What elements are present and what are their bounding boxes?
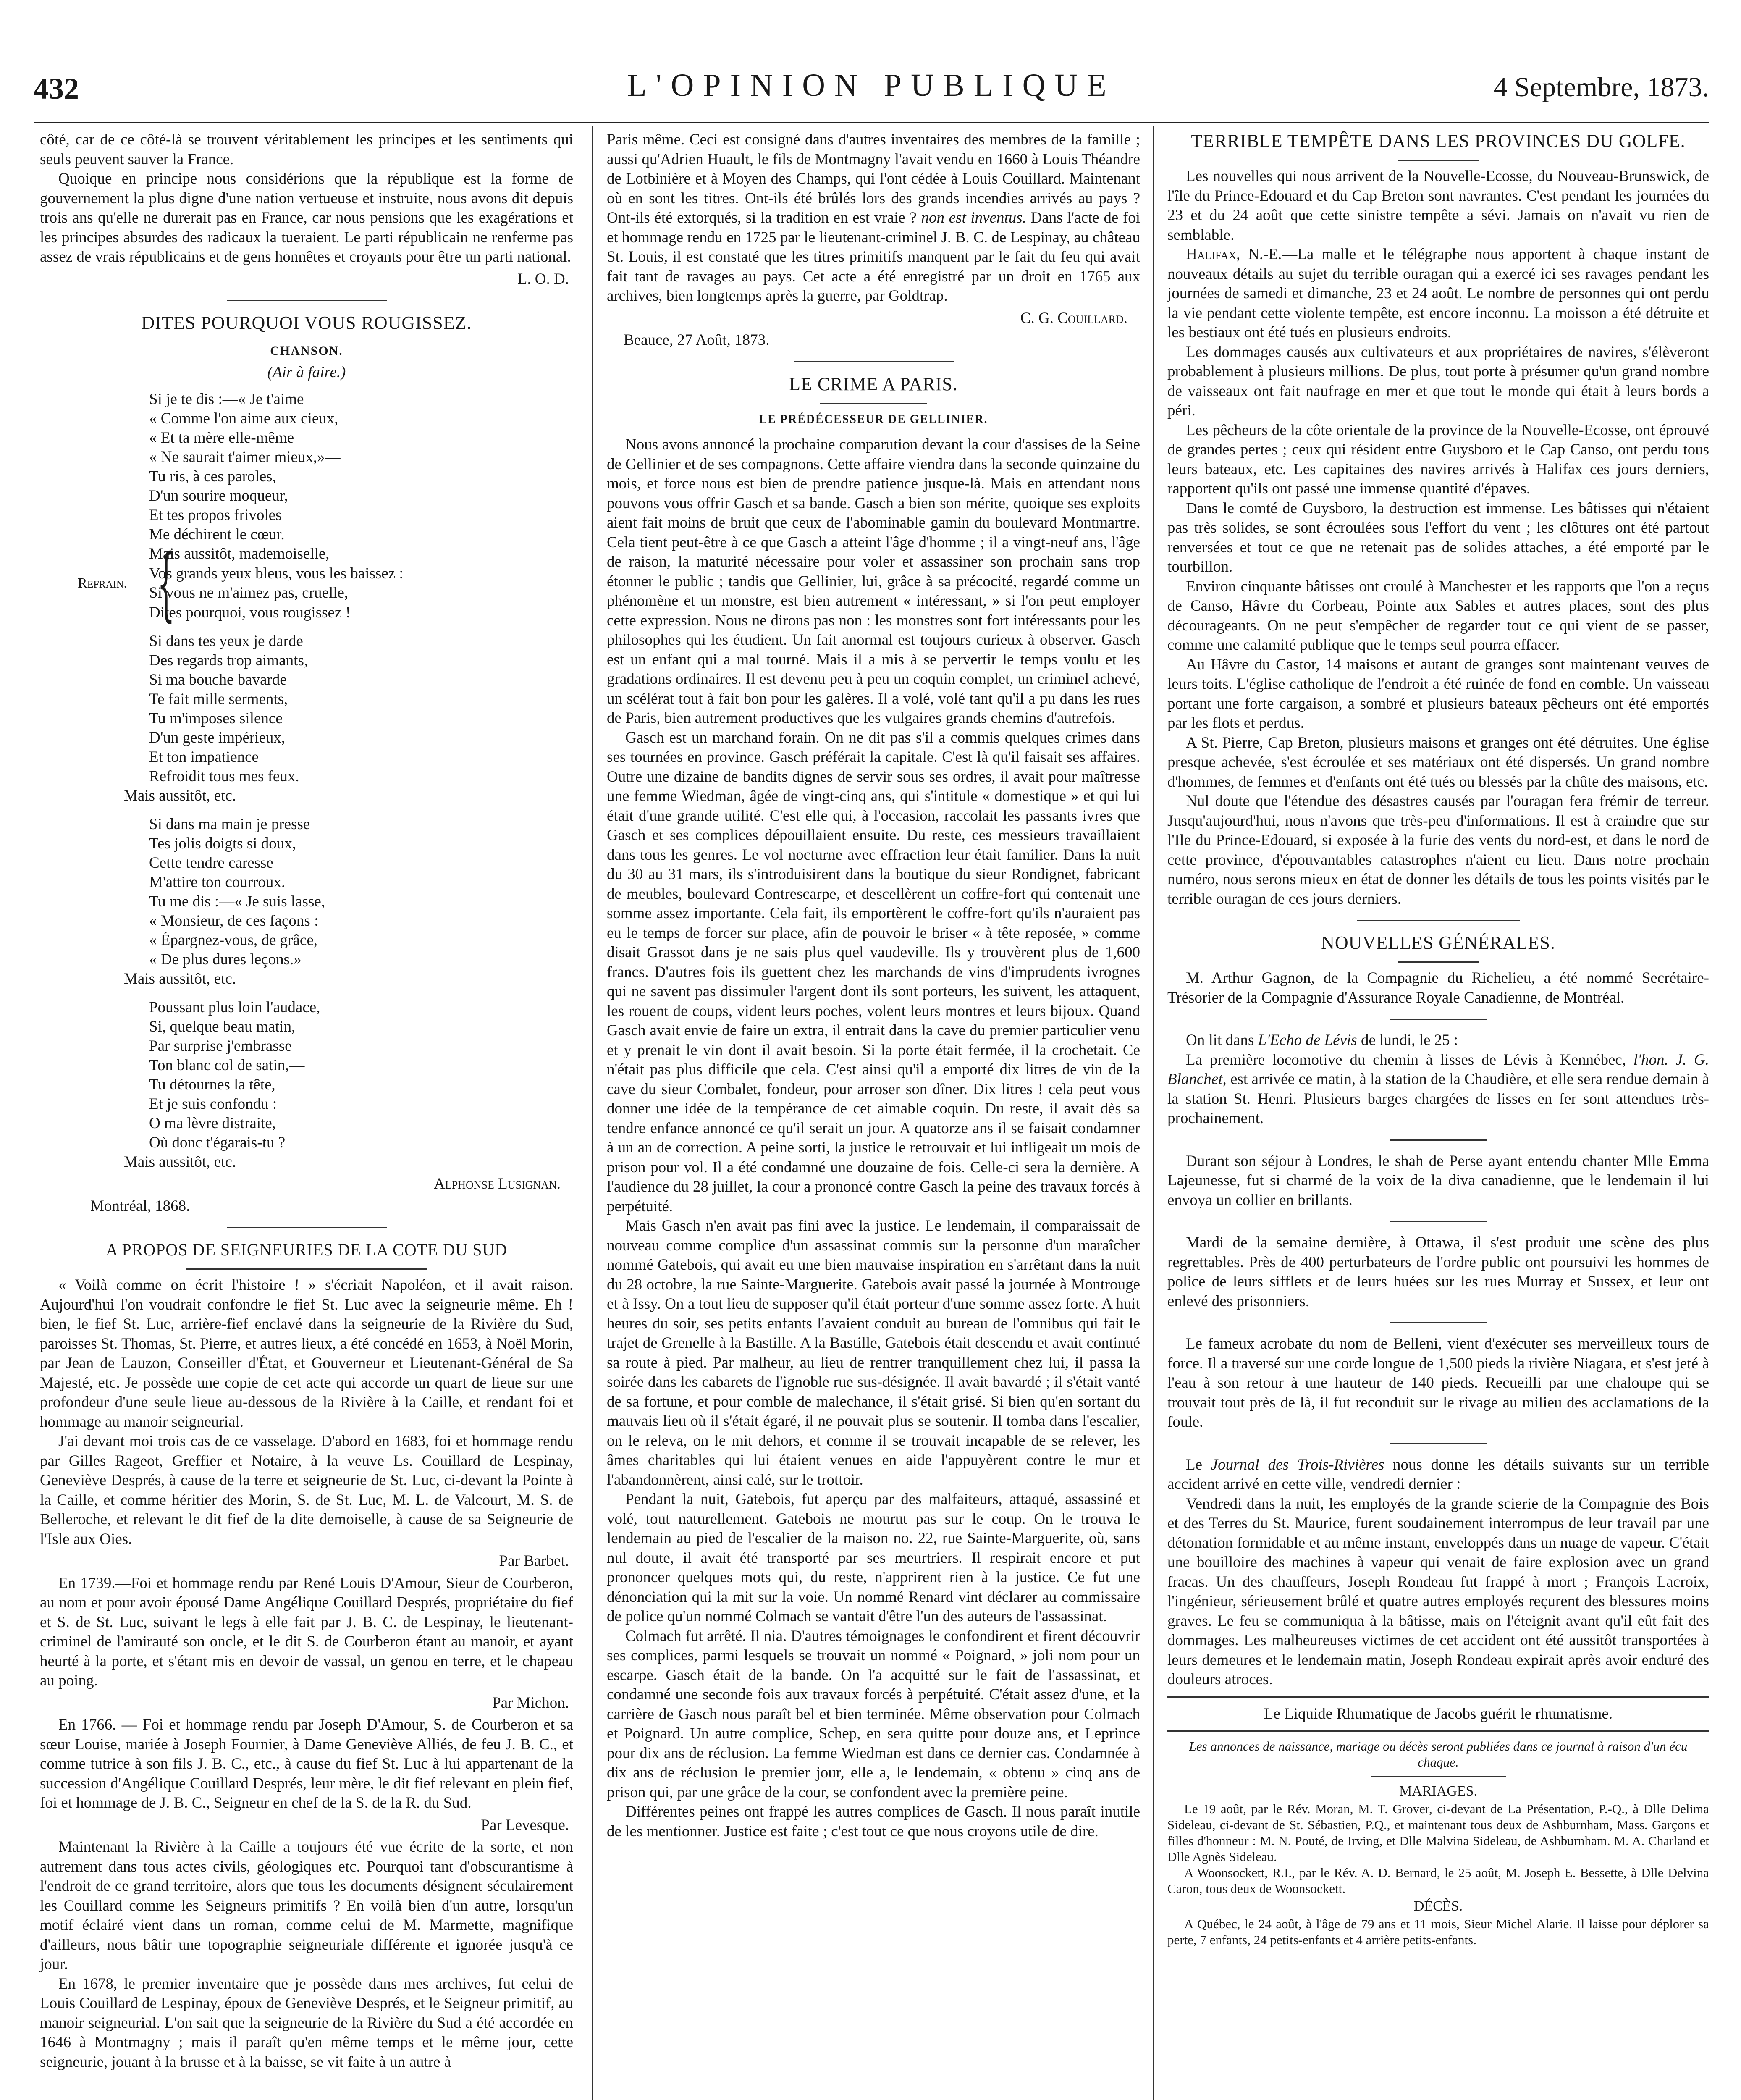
intro-signature: L. O. D. xyxy=(517,270,569,288)
song-title: DITES POURQUOI VOUS ROUGISSEZ. xyxy=(141,312,472,333)
column-3 xyxy=(1167,130,1709,1948)
song-air: (Air à faire.) xyxy=(267,363,346,381)
song-stanza-1 xyxy=(149,390,573,544)
text-run: La première locomotive du chemin à lisses de Lévis à Kennébec, xyxy=(1186,1051,1626,1068)
text-run: Dans l'acte de foi et hommage rendu en 1725 par le lieutenant-criminel J. B. C. de Lespinay, au château St. Louis, il est constaté que les titres primitifs manquent par le fait du feu qui avait fait tant de ravages au pays. Cet acte a été enregistré par un droit en 1765 aux archives, bien longtemps après la guerre, par Goldtrap. xyxy=(607,209,1141,304)
advertisement: Le Liquide Rhumatique de Jacobs guérit le rhumatisme. xyxy=(1264,1705,1613,1722)
verse-line: Et tes propos frivoles xyxy=(149,507,282,524)
verse-line: Tu m'imposes silence xyxy=(149,710,283,727)
song-label: CHANSON. xyxy=(270,344,343,358)
text-run: est arrivée ce matin, à la station de la Chaudière, et elle sera rendue demain à la station St. Henri. Plusieurs barges chargées de lisses en fer sont attendues très-prochainement. xyxy=(1167,1071,1709,1127)
crime-paragraph: Colmach fut arrêté. Il nia. D'autres témoignages le confondirent et firent découvrir ses complices, parmi lesquels se trouvait un nommé « Poignard, » joli nom pour un escarpe. Gasch était de la bande. On l'a acquitté sur le fait de l'assassinat, et condamné une seconde fois aux travaux forcés à perpétuité. C'était assez d'une, et la carrière de Gasch nous paraît bel et bien terminée. Même observation pour Colmach et Poignard. Un autre complice, Schep, en sera quitte pour douze ans, et Leprince pour dix ans de réclusion. La femme Wiedman est dans ce dernier cas. Condamnée à dix ans de réclusion le premier jour, elle a, le lendemain, « obtenu » cinq ans de prison qui, par une grâce de la cour, se confondent avec la première peine. xyxy=(607,1627,1140,1801)
separator xyxy=(1390,1322,1487,1323)
notices-section xyxy=(1167,1738,1709,1948)
verse-line: D'un sourire moqueur, xyxy=(149,487,288,504)
verse-line: Si dans tes yeux je darde xyxy=(149,633,303,650)
column-divider-2 xyxy=(1153,126,1154,2100)
news-paragraph: M. Arthur Gagnon, de la Compagnie du Richelieu, a été nommé Secrétaire-Trésorier de la Compagnie d'Assurance Royale Canadienne, de Montréal. xyxy=(1167,969,1709,1006)
seigneuries-attribution: Par Barbet. xyxy=(499,1552,569,1570)
verse-line: Tu détournes la tête, xyxy=(149,1076,275,1093)
masthead-title: L'OPINION PUBLIQUE xyxy=(627,68,1116,103)
seigneuries-title: A PROPOS DE SEIGNEURIES DE LA COTE DU SUD xyxy=(105,1240,508,1259)
verse-line: Te fait mille serments, xyxy=(149,690,288,708)
seigneuries-paragraph: Maintenant la Rivière à la Caille a toujours été vue écrite de la sorte, et non autrement dans tous actes civils, géologiques etc. Pourquoi tant d'obscurantisme à l'endroit de ce grand territoire, alors que tous les documents désignent séculairement les Couillard comme les Seigneurs primitifs ? En voilà bien d'un autre, lorsqu'un motif éclairé vient dans un roman, comme celui de M. Marmette, magnifique d'ailleurs, nous bâtir une topographie seigneuriale différente et ignorée jusqu'à ce jour. xyxy=(40,1838,573,1973)
crime-paragraph: Pendant la nuit, Gatebois, fut aperçu par des malfaiteurs, attaqué, assassiné et volé, tout naturellement. Gatebois ne mourut pas sur le coup. On le trouva le lendemain au pied de l'escalier de la maison no. 22, rue Sainte-Marguerite, où, sans nul doute, il avait été transporté par ses meurtriers. Il respirait encore et put prononcer quelques mots qui, du reste, n'apprirent rien à la justice. Ce fut une dénonciation qui la mit sur la voie. Un nommé Renard vint déclarer au commissaire de police qu'un nommé Colmach se vantait d'être l'un des auteurs de l'assassinat. xyxy=(607,1491,1140,1625)
separator xyxy=(820,403,927,404)
crime-paragraph: Différentes peines ont frappé les autres complices de Gasch. Il nous paraît inutile de les mentionner. Justice est faite ; c'est tout ce que nous croyons utile de dire. xyxy=(607,1803,1140,1840)
news-paragraph xyxy=(1167,1050,1709,1129)
separator xyxy=(1390,1443,1487,1444)
dateline: Halifax, N.-E. xyxy=(1186,246,1282,263)
verse-line: M'attire ton courroux. xyxy=(149,874,286,891)
song-refrain xyxy=(78,537,573,630)
notice-rates: Les annonces de naissance, mariage ou décès seront publiées dans ce journal à raison d'un écu chaque. xyxy=(1189,1739,1688,1769)
latin-phrase: non est inventus. xyxy=(921,209,1026,226)
marriage-notice: Le 19 août, par le Rév. Moran, M. T. Grover, ci-devant de La Présentation, P.-Q., à Dlle Delima Sideleau, ci-devant de St. Sébastien, P.Q., et maintenant tous deux de Ashburnham, Mass. Garçons et filles d'honneur : M. N. Pouté, de Irving, et Dlle Malvina Sideleau, de Ashburnham. M. A. Charland et Dlle Agnès Sideleau. xyxy=(1167,1801,1709,1864)
journal-name: Journal des Trois-Rivières xyxy=(1211,1456,1384,1473)
column-1 xyxy=(40,130,573,2072)
verse-line: Cette tendre caresse xyxy=(149,854,273,872)
crime-paragraph: Gasch est un marchand forain. On ne dit pas s'il a commis quelques crimes dans ses tournées en province. Gasch préférait la capitale. C'est là qu'il faisait ses affaires. Outre une dizaine de bandits dignes de servir sous ses ordres, il avait pour maîtresse une femme Wiedman, âgée de vingt-cinq ans, qui s'intitule « domestique » et qui lui était d'une grande utilité. C'est elle qui, à l'occasion, raccolait les passants ivres que Gasch et ses complices dépouillaient ensuite. Du reste, ces messieurs travaillaient dans tous les genres. Le vol nocturne avec effraction leur était familier. Dans la nuit du 30 au 31 mars, ils s'introduisirent dans la boutique du sieur Rondignet, fabricant de meubles, boulevard Contrescarpe, et descellèrent un coffre-fort qui contenait une somme assez importante. Cela fait, ils emportèrent le coffre-fort qu'ils n'auraient pas eu le temps de forcer sur place, afin de pouvoir le briser « à tête reposée, » comme disait Grassot dans je ne sais plus quel vaudeville. Ils y trouvèrent plus de 1,600 francs. D'autres fois ils guettent chez les marchands de vins d'imprudents ivrognes qui ne savent pas dissimuler l'argent dont ils sont porteurs, les suivent, les attaquent, les rouent de coups, vident leurs poches, volent leurs montres et leurs bijoux. Quand Gasch avait envie de faire un extra, il entrait dans la cave du premier particulier venu et y prenait le vin dont il avait besoin. Si la porte était fermée, il la crochetait. Ce n'était pas plus difficile que cela. C'est ainsi qu'il a emporté dix litres de vin de la cave du sieur Combalet, fondeur, pour arroser son dîner. Dix litres ! cela peut vous donner une idée de la tempérance de cet aimable coquin. Du reste, il avait dès sa tendre enfance annoncé ce qu'il serait un jour. A quatorze ans il se faisait condamner à un an de correction. A peine sorti, la justice le retrouvait et lui infligeait un mois de prison pour vol. Il a été condamné une douzaine de fois. Celle-ci sera la dernière. A l'audience du 28 juillet, la cour a prononcé contre Gasch la peine des travaux forcés à perpétuité. xyxy=(607,729,1140,1215)
storm-paragraph xyxy=(1167,245,1709,343)
verse-line: « Comme l'on aime aux cieux, xyxy=(149,410,338,427)
storm-paragraph: Les pêcheurs de la côte orientale de la province de la Nouvelle-Ecosse, ont éprouvé de grandes pertes ; ceux qui résident entre Guysboro et le Cap Canso, ont perdu tous leurs bateaux, etc. Les capitaines des navires arrivés à Halifax ces jours derniers, rapportent qu'ils ont passé une immense quantité d'épaves. xyxy=(1167,421,1709,497)
separator xyxy=(1357,920,1520,921)
page-number: 432 xyxy=(34,72,79,105)
verse-line: Ton blanc col de satin,— xyxy=(149,1057,305,1074)
verse-line: Vos grands yeux bleus, vous les baissez : xyxy=(149,564,404,582)
marriage-notice: A Woonsockett, R.I., par le Rév. A. D. Bernard, le 25 août, M. Joseph E. Bessette, à Dlle Delvina Caron, tous deux de Woonsockett. xyxy=(1167,1865,1709,1896)
crime-paragraph: Mais Gasch n'en avait pas fini avec la justice. Le lendemain, il comparaissait de nouveau comme complice d'un assassinat commis sur la personne d'un maraîcher nommé Gatebois, qui avait eu une bien mauvaise inspiration en s'arrêtant dans la nuit du 28 octobre, la rue Sainte-Marguerite. Gatebois avait passé la journée à Montrouge et à Issy. On a tout lieu de supposer qu'il était porteur d'une somme assez forte. A huit heures du soir, ses petits enfants l'avaient conduit au bureau de l'omnibus qui fait le trajet de Grenelle à la Bastille. A la Bastille, Gatebois était descendu et avait continué sa route à pied. Par malheur, au lieu de rentrer tranquillement chez lui, il passa la soirée dans les cabarets de l'ignoble rue sus-désignée. Il avait bavardé ; il s'était vanté de sa fortune, et pour comble de malechance, il s'était grisé. Si bien qu'en sortant du mauvais lieu où il s'était égaré, il ne pouvait plus se soutenir. Il tomba dans l'escalier, on le releva, on le mit dehors, et comme il se trouvait incapable de se relever, les âmes charitables qui lui étaient venues en aide l'appuyèrent contre le mur et l'abandonnèrent, ainsi calé, sur le trottoir. xyxy=(607,1217,1140,1488)
crime-title: LE CRIME A PARIS. xyxy=(789,373,958,394)
verse-line: D'un geste impérieux, xyxy=(149,729,286,746)
separator xyxy=(1390,1139,1487,1141)
separator xyxy=(1398,961,1479,963)
verse-line: Des regards trop aimants, xyxy=(149,652,308,669)
verse-line: Tu me dis :—« Je suis lasse, xyxy=(149,893,325,910)
intro-paragraph: Quoique en principe nous considérions que la république est la forme de gouvernement la plus digne d'une nation vertueuse et instruite, nous avons dit depuis trois ans qu'elle ne durerait pas en France, car nous pensions que les exagérations et les principes absurdes des radicaux la tueraient. Le parti républicain ne renferme pas assez de vrais républicains et de gens honnêtes et croyants pour être un parti national. xyxy=(40,170,573,265)
deaths-heading: DÉCÈS. xyxy=(1413,1898,1463,1914)
seigneuries-signature: C. G. Couillard. xyxy=(1020,309,1127,327)
song-place: Montréal, 1868. xyxy=(90,1197,190,1215)
verse-line: Si vous ne m'aimez pas, cruelle, xyxy=(149,584,349,601)
text-run: Paris même. Ceci est consigné dans d'autres inventaires des membres de la famille ; aussi qu'Adrien Huault, le fils de Montmagny l'avait vendu en 1660 à Louis Théandre de Lotbinière et à Moyen des Champs, qui l'ont cédée à Louis Couillard. Maintenant où en sont les titres. Ont-ils été brûlés lors des grands incendies arrivés au pays ? Ont-ils été extorqués, si la tradition en est vraie ? xyxy=(607,131,1140,226)
verse-line: Me déchirent le cœur. xyxy=(149,526,285,543)
separator xyxy=(186,1268,427,1270)
verse-line: Si dans ma main je presse xyxy=(149,816,310,833)
storm-paragraph: Dans le comté de Guysboro, la destruction est immense. Les bâtisses qui n'étaient pas très solides, se sont écroulées sous l'effort du vent ; les clôtures ont été partout renversées et tout ce que ne retenait pas de solides attaches, a été emporté par le tourbillon. xyxy=(1167,499,1709,575)
song-signature: Alphonse Lusignan. xyxy=(434,1175,561,1192)
page-header xyxy=(34,63,1709,113)
separator xyxy=(1390,1221,1487,1222)
refrain-repeat: Mais aussitôt, etc. xyxy=(124,970,236,987)
seigneuries-paragraph: En 1678, le premier inventaire que je possède dans mes archives, fut celui de Louis Couillard de Lespinay, époux de Geneviève Després, et le Seigneur primitif, au manoir seigneurial. L'on sait que la seigneurie de la Rivière du Sud a été accordée en 1646 à Montmagny ; mais il paraît qu'en même temps et le même jour, cette seigneurie, jouant à la brusse et à la baisse, se vit faite à un autre à xyxy=(40,1975,573,2071)
separator xyxy=(1167,1730,1709,1732)
song-stanza-4 xyxy=(124,998,573,1172)
seigneuries-paragraph xyxy=(607,130,1140,306)
verse-line: Mais aussitôt, mademoiselle, xyxy=(149,545,330,562)
intro-paragraph: côté, car de ce côté-là se trouvent véritablement les principes et les sentiments qui seuls peuvent sauver la France. xyxy=(40,131,573,168)
separator xyxy=(794,361,954,362)
news-paragraph: Le fameux acrobate du nom de Belleni, vient d'exécuter ses merveilleux tours de force. Il a traversé sur une corde longue de 1,500 pieds la rivière Niagara, et s'est jeté à l'eau à son retour à une hauteur de 140 pieds. Recueilli par une chaloupe qui se trouvait tout près de là, il fut reconduit sur le rivage au milieu des acclamations de la foule. xyxy=(1167,1335,1709,1431)
news-paragraph xyxy=(1167,1455,1709,1494)
refrain-brace: { xyxy=(157,537,175,630)
storm-paragraph: Les nouvelles qui nous arrivent de la Nouvelle-Ecosse, du Nouveau-Brunswick, de l'île du Prince-Edouard et du Cap Breton sont navrantes. C'est pendant les journées du 23 et du 24 août que cette sinistre tempête a sévi. Jamais on n'avait vu rien de semblable. xyxy=(1167,168,1709,244)
song-stanza-2 xyxy=(124,632,573,806)
column-divider-1 xyxy=(592,126,593,2100)
separator xyxy=(1398,160,1479,161)
verse-line: Par surprise j'embrasse xyxy=(149,1037,292,1055)
separator xyxy=(1390,1018,1487,1020)
verse-line: Dites pourquoi, vous rougissez ! xyxy=(149,604,351,621)
storm-paragraph: Nul doute que l'étendue des désastres causés par l'ouragan fera frémir de terreur. Jusqu'aujourd'hui, nous n'avons que très-peu d'informations. Il est à craindre que sur l'Ile du Prince-Edouard, si exposée à la furie des vents du nord-est, et dans le nord de cette province, d'épouvantables catastrophes n'aient eu lieu. Dans notre prochain numéro, nous serons mieux en état de donner les détails de tous les points visités par le terrible ouragan de ces jours derniers. xyxy=(1167,793,1709,908)
news-paragraph: Vendredi dans la nuit, les employés de la grande scierie de la Compagnie des Bois et des Terres du St. Maurice, furent soudainement interrompus de leur travail par une détonation formidable et au même instant, enveloppés dans un nuage de vapeur. C'était une bouilloire des machines à vapeur qui venait de faire explosion avec un grand fracas. Un des chauffeurs, Joseph Rondeau fut frappé à mort ; François Lacroix, l'ingénieur, sérieusement brûlé et quatre autres employés reçurent des blessures moins graves. Le feu se communiqua à la bâtisse, mais on l'éteignit avant qu'il eût fait des dommages. Les malheureuses victimes de cet accident ont été aussitôt transportées à leurs demeures et le lendemain matin, Joseph Rondeau expirait après avoir enduré des douleurs atroces. xyxy=(1167,1495,1709,1688)
seigneuries-paragraph: En 1739.—Foi et hommage rendu par René Louis D'Amour, Sieur de Courberon, au nom et pour avoir épousé Dame Angélique Couillard Després, propriétaire du fief et S. de St. Luc, suivant le legs à elle fait par J. B. C. de Lespinay, le lieutenant-criminel de l'amirauté son oncle, et le dit S. de Courberon étant au manoir, et ayant heurté à la porte, et s'étant mis en devoir de vassal, un genou en terre, et le chapeau au poing. xyxy=(40,1574,573,1689)
song-stanza-3 xyxy=(124,815,573,989)
storm-title: TERRIBLE TEMPÊTE DANS LES PROVINCES DU GOLFE. xyxy=(1191,131,1686,151)
verse-line: Tes jolis doigts si doux, xyxy=(149,835,296,852)
separator xyxy=(1371,1776,1506,1777)
text-run: Le xyxy=(1186,1456,1203,1473)
verse-line: « Épargnez-vous, de grâce, xyxy=(149,932,318,949)
refrain-repeat: Mais aussitôt, etc. xyxy=(124,1153,236,1171)
seigneuries-place: Beauce, 27 Août, 1873. xyxy=(624,331,770,349)
verse-line: « Ne saurait t'aimer mieux,»— xyxy=(149,449,341,466)
news-title: NOUVELLES GÉNÉRALES. xyxy=(1321,932,1555,953)
verse-line: Si, quelque beau matin, xyxy=(149,1018,296,1035)
verse-line: O ma lèvre distraite, xyxy=(149,1115,276,1132)
news-paragraph: Durant son séjour à Londres, le shah de Perse ayant entendu chanter Mlle Emma Lajeunesse, fut si charmé de la voix de la diva canadienne, que le lendemain il lui envoya un collier en brillants. xyxy=(1167,1152,1709,1209)
text-run: —La malle et le télégraphe nous apportent à chaque instant de nouveaux détails au sujet du terrible ouragan qui a exercé ici ses ravages pendant les journées de samedi et dimanche, 23 et 24 août. Le nombre de personnes qui ont perdu la vie pendant cette violente tempête, est encore inconnu. La moisson a été détruite et les bestiaux ont été tués en plusieurs endroits. xyxy=(1167,246,1709,341)
verse-line: « De plus dures leçons.» xyxy=(149,951,302,968)
death-notice: A Québec, le 24 août, à l'âge de 79 ans et 11 mois, Sieur Michel Alarie. Il laisse pour déplorer sa perte, 7 enfants, 24 petits-enfants et 4 arrière petits-enfants. xyxy=(1167,1916,1709,1947)
verse-line: Poussant plus loin l'audace, xyxy=(149,999,320,1016)
verse-line: « Et ta mère elle-même xyxy=(149,429,294,446)
journal-name: L'Echo de Lévis xyxy=(1258,1032,1357,1049)
verse-line: « Monsieur, de ces façons : xyxy=(149,912,319,929)
separator xyxy=(227,1227,387,1228)
verse-line: Où donc t'égarais-tu ? xyxy=(149,1134,286,1151)
marriages-heading: MARIAGES. xyxy=(1399,1783,1478,1799)
separator xyxy=(227,300,387,301)
storm-paragraph: A St. Pierre, Cap Breton, plusieurs maisons et granges ont été détruites. Une église presque achevée, s'est écroulée et ses matériaux ont été dispersés. Un grand nombre d'hommes, de femmes et d'enfants ont été tués ou blessés par la chûte des maisons, etc. xyxy=(1167,734,1709,790)
column-2 xyxy=(607,130,1140,1841)
verse-line: Si je te dis :—« Je t'aime xyxy=(149,391,304,408)
issue-date: 4 Septembre, 1873. xyxy=(1493,72,1709,102)
locomotive-name: l'hon. J. G. Blanchet, xyxy=(1167,1051,1710,1088)
seigneuries-paragraph: J'ai devant moi trois cas de ce vasselage. D'abord en 1683, foi et hommage rendu par Gilles Rageot, Greffier et Notaire, à la veuve Ls. Couillard de Lespinay, Geneviève Després, à cause de la terre et seigneurie de St. Luc, ci-devant la Pointe à la Caille, et comme héritier des Morin, S. de St. Luc, M. L. de Valcourt, M. S. de Belleroche, et relevant le dit fief de la dite demoiselle, à cause de sa Seigneurie de l'Isle aux Oies. xyxy=(40,1433,573,1548)
header-rule xyxy=(34,122,1709,123)
seigneuries-attribution: Par Michon. xyxy=(492,1694,569,1712)
verse-line: Si ma bouche bavarde xyxy=(149,671,287,688)
verse-line: Et je suis confondu : xyxy=(149,1095,277,1113)
verse-line: Et ton impatience xyxy=(149,748,259,766)
refrain-label: Refrain. xyxy=(78,575,127,591)
crime-paragraph: Nous avons annoncé la prochaine comparution devant la cour d'assises de la Seine de Gellinier et de ses compagnons. Cette affaire viendra dans la seconde quinzaine du mois, et force nous est bien de prendre patience jusque-là. Mais en attendant nous pouvons vous offrir Gasch et sa bande. Gasch a bien son mérite, quoique ses exploits aient fait moins de bruit que ceux de l'abominable gamin du boulevard Montmartre. Cela tient peut-être à ce que Gasch a atteint l'âge d'homme ; il a vingt-neuf ans, l'âge de raison, la maturité nécessaire pour voler et assassiner son prochain sans trop étonner le public ; tandis que Gellinier, lui, grâce à sa précocité, regardé comme un phénomène et un monstre, est bien autrement « intéressant, » si l'on peut employer cette expression. Nous ne dirons pas non : les monstres sont fort intéressants pour les philosophes qui les étudient. Un fait anormal est toujours curieux à observer. Gasch est un enfant qui a mal tourné. Mais il a mis à se pervertir le temps voulu et les gradations ordinaires. Il est devenu peu à peu un coquin complet, un criminel achevé, un scélérat tout à fait bon pour les galères. Il a volé, volé tant qu'il a pu dans les rues de Paris, bien autrement productives que les vulgaires grands chemins d'autrefois. xyxy=(607,436,1140,727)
seigneuries-paragraph: En 1766. — Foi et hommage rendu par Joseph D'Amour, S. de Courberon et sa sœur Louise, mariée à Joseph Fournier, à Dame Geneviève Alliés, de feu J. B. C., et comme tutrice à son fils J. B. C., etc., à cause du fief St. Luc à lui appartenant de la succession d'Angélique Couillard Després, leur mère, le dit fief relevant en plein fief, foi et hommage de J. B. C., Seigneur en chef de la S. de la R. du Sud. xyxy=(40,1716,573,1811)
seigneuries-paragraph: « Voilà comme on écrit l'histoire ! » s'écriait Napoléon, et il avait raison. Aujourd'hui l'on voudrait confondre le fief St. Luc avec la seigneurie même. Eh ! bien, le fief St. Luc, arrière-fief enclavé dans la seigneurie de la Rivière du Sud, paroisses St. Thomas, St. Pierre, et autres lieux, a été concédé en 1653, à Noël Morin, par Jean de Lauzon, Conseiller d'État, et Gouverneur et Lieutenant-Général de Sa Majesté, etc. Je possède une copie de cet acte qui accorde un quart de lieue sur une profondeur d'une seule lieue au-dessous de la Rivière à la Caille, et rendant foi et hommage au manoir seigneurial. xyxy=(40,1276,573,1431)
storm-paragraph: Au Hâvre du Castor, 14 maisons et autant de granges sont maintenant veuves de leurs toits. L'église catholique de l'endroit a été ruinée de fond en comble. Un vaisseau portant une forte cargaison, a sombré et plusieurs bateaux pêcheurs ont été emportés par les flots et perdus. xyxy=(1167,656,1709,732)
storm-paragraph: Les dommages causés aux cultivateurs et aux propriétaires de navires, s'élèveront probablement à plusieurs millions. De plus, tout porte à présumer qu'un grand nombre de vaisseaux ont fait naufrage en mer et que tout le monde qui était à leurs bords a péri. xyxy=(1167,343,1709,419)
verse-line: Tu ris, à ces paroles, xyxy=(149,468,276,485)
text-run: nous donne les détails suivants sur un terrible accident arrivé en cette ville, vendredi dernier : xyxy=(1167,1456,1710,1493)
text-run: de lundi, le 25 : xyxy=(1361,1032,1458,1049)
text-run: On lit dans xyxy=(1186,1032,1254,1049)
verse-line: Refroidit tous mes feux. xyxy=(149,768,299,785)
separator xyxy=(1167,1696,1709,1698)
seigneuries-attribution: Par Levesque. xyxy=(481,1816,569,1834)
storm-paragraph: Environ cinquante bâtisses ont croulé à Manchester et les rapports que l'on a reçus de Canso, Hâvre du Corbeau, Pointe aux Sables et autres places, sont des plus décourageants. On ne peut s'empêcher de regarder tout ce qui vient de se passer, comme une calamité publique que le temps seul pourra effacer. xyxy=(1167,578,1709,654)
crime-subtitle: LE PRÉDÉCESSEUR DE GELLINIER. xyxy=(759,412,988,426)
news-paragraph: Mardi de la semaine dernière, à Ottawa, il s'est produit une scène des plus regrettables. Près de 400 perturbateurs de l'ordre public ont poursuivi les hommes de police de leurs sifflets et de leurs huées sur les rues Murray et Sussex, et leur ont enlevé des prisonniers. xyxy=(1167,1234,1709,1310)
refrain-repeat: Mais aussitôt, etc. xyxy=(124,787,236,804)
news-paragraph xyxy=(1167,1031,1709,1050)
